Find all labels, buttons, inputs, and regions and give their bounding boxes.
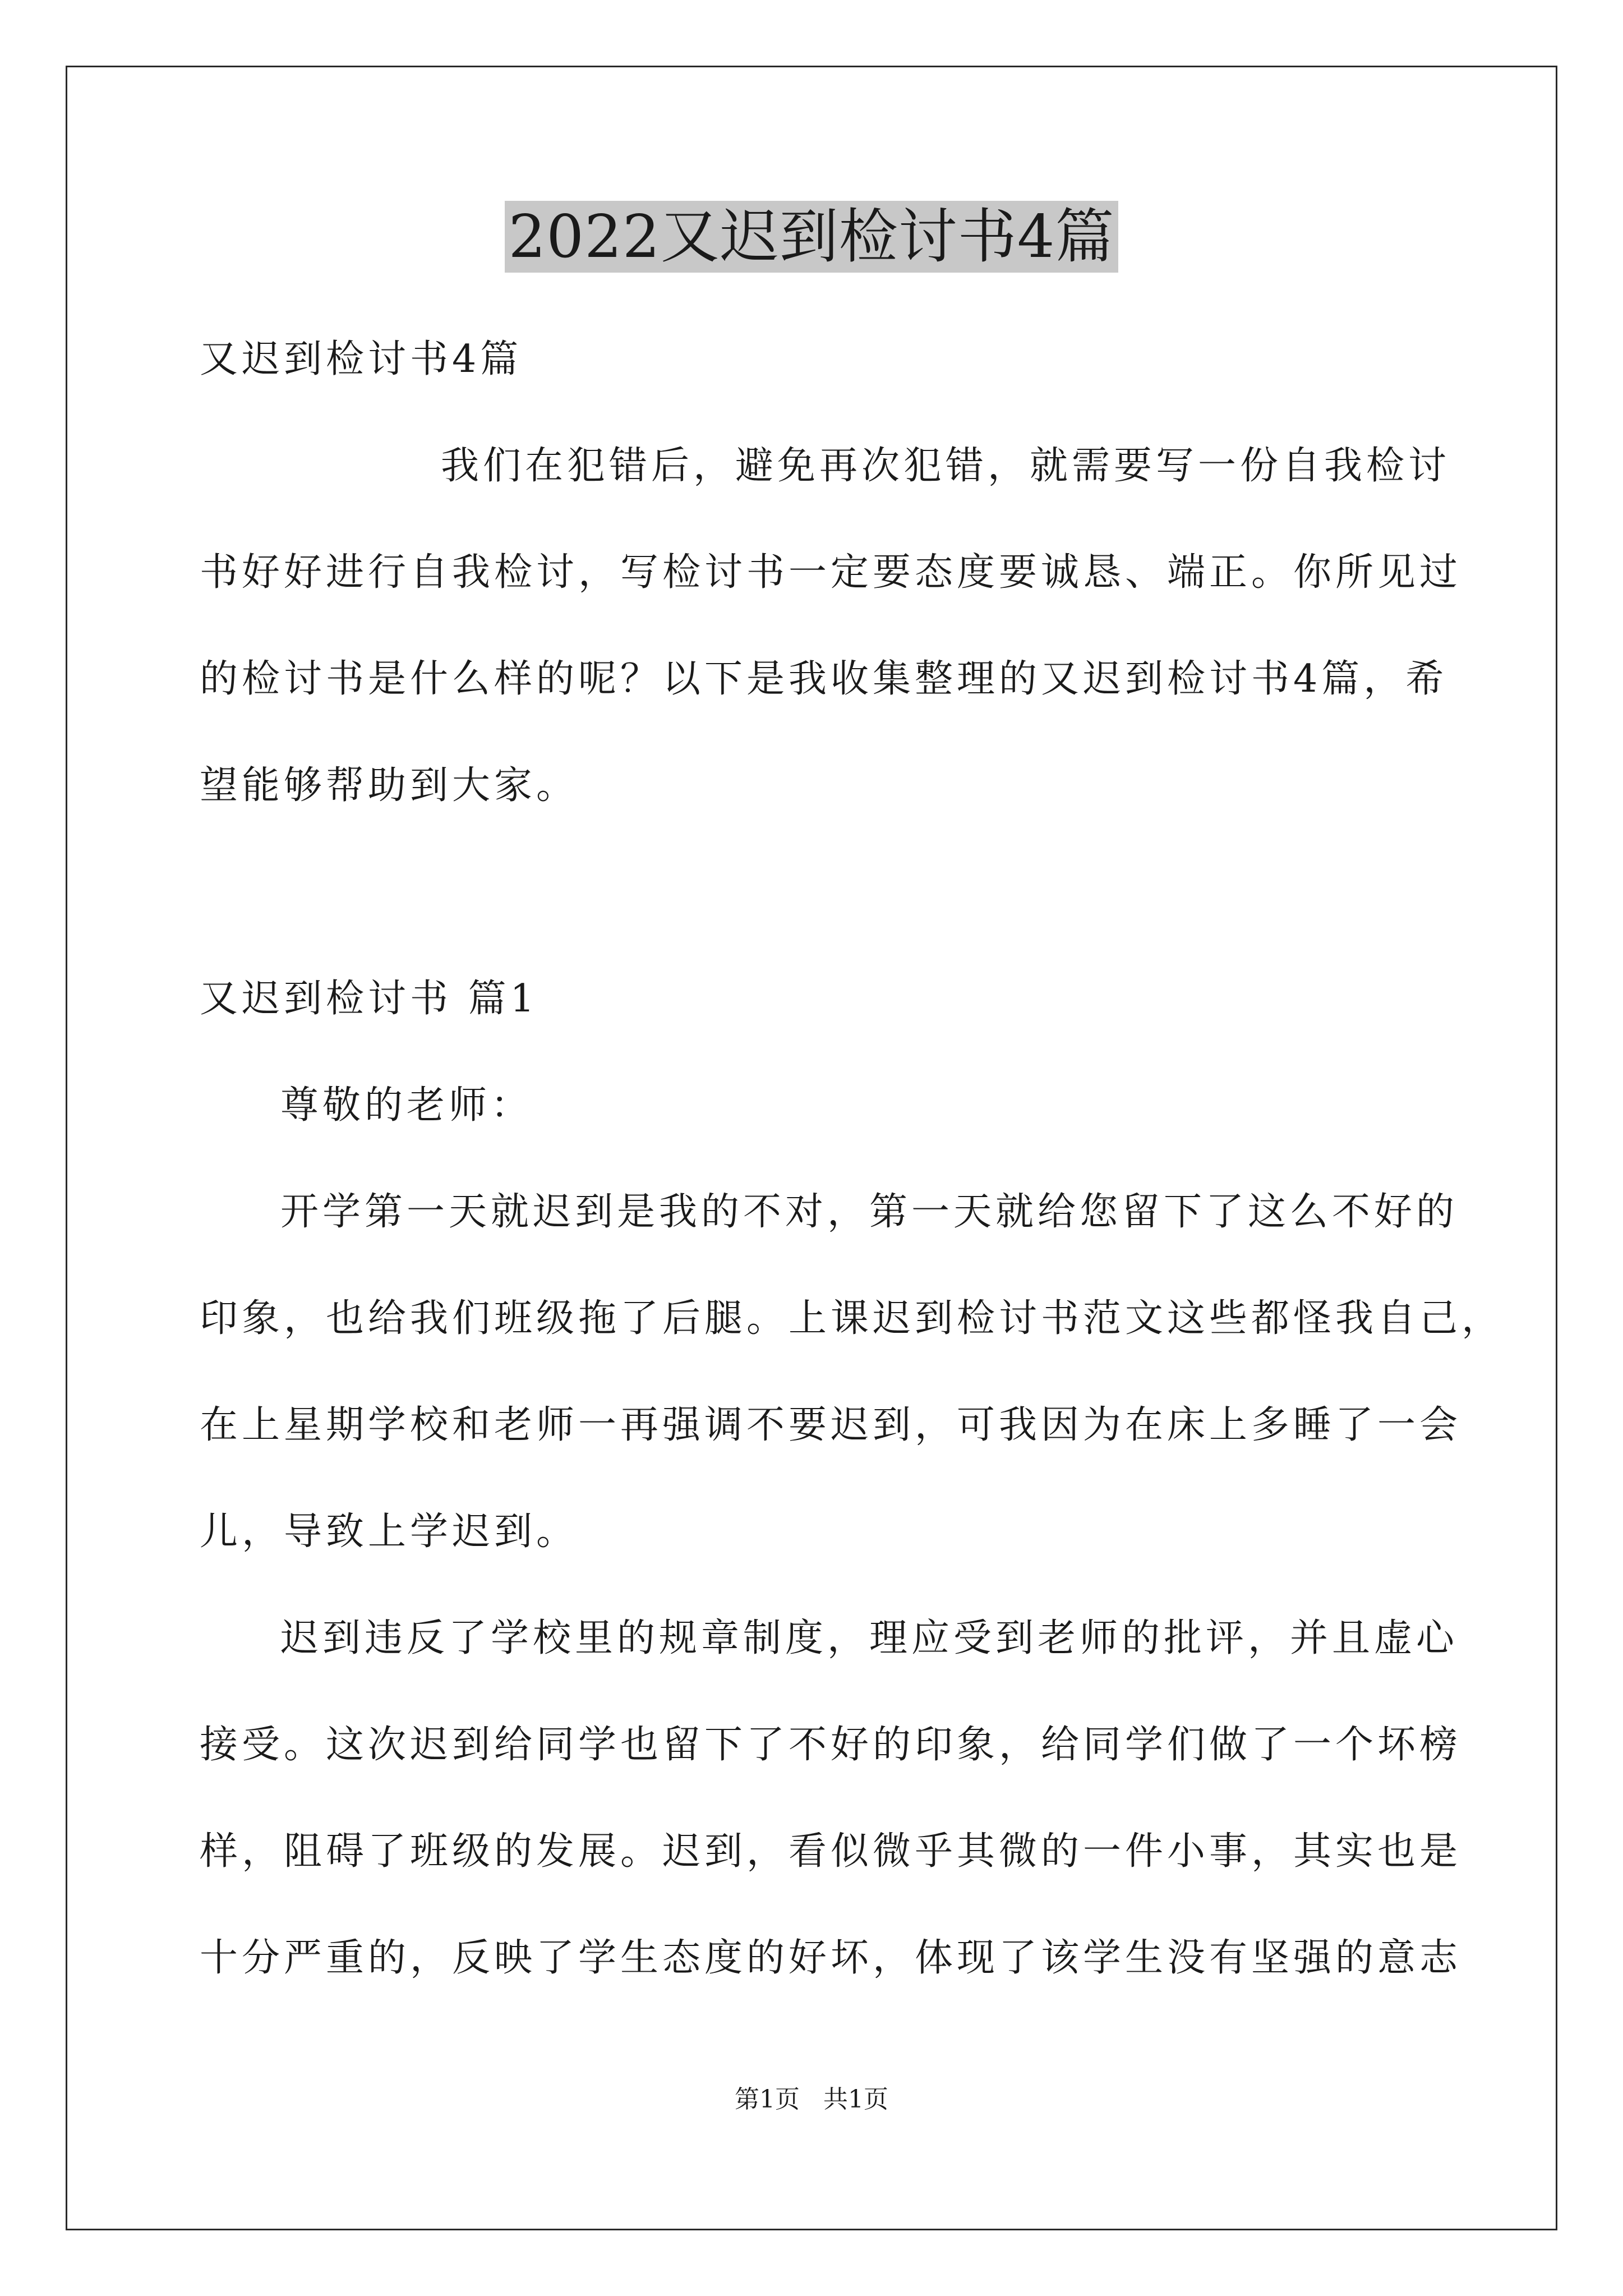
intro-line: 望能够帮助到大家。 <box>200 763 579 808</box>
intro-line: 我们在犯错后，避免再次犯错，就需要写一份自我检讨 <box>441 444 1451 488</box>
paragraph-line: 样，阻碍了班级的发展。迟到，看似微乎其微的一件小事，其实也是 <box>200 1829 1462 1874</box>
document-title: 2022又迟到检讨书4篇 <box>505 201 1118 273</box>
document-subtitle: 又迟到检讨书4篇 <box>200 337 523 381</box>
paragraph-line: 开学第一天就迟到是我的不对，第一天就给您留下了这么不好的 <box>280 1190 1459 1234</box>
intro-line: 书好好进行自我检讨，写检讨书一定要态度要诚恳、端正。你所见过 <box>200 550 1462 595</box>
section-heading: 又迟到检讨书 篇1 <box>200 977 538 1021</box>
paragraph-line: 接受。这次迟到给同学也留下了不好的印象，给同学们做了一个坏榜 <box>200 1723 1462 1767</box>
paragraph-line: 在上星期学校和老师一再强调不要迟到，可我因为在床上多睡了一会 <box>200 1403 1462 1447</box>
blank-line <box>200 839 1439 946</box>
paragraph-line: 儿，导致上学迟到。 <box>200 1510 579 1554</box>
paragraph-line: 十分严重的，反映了学生态度的好坏，体现了该学生没有坚强的意志 <box>200 1936 1462 1980</box>
document-body <box>200 306 1504 2012</box>
salutation: 尊敬的老师： <box>280 1083 533 1128</box>
paragraph-line: 印象，也给我们班级拖了后腿。上课迟到检讨书范文这些都怪我自己， <box>200 1296 1504 1341</box>
title-container <box>0 201 1623 273</box>
paragraph-line: 迟到违反了学校里的规章制度，理应受到老师的批评，并且虚心 <box>280 1616 1459 1660</box>
intro-line: 的检讨书是什么样的呢？以下是我收集整理的又迟到检讨书4篇，希 <box>200 657 1448 701</box>
page-footer: 第1页 共1页 <box>735 2085 888 2114</box>
